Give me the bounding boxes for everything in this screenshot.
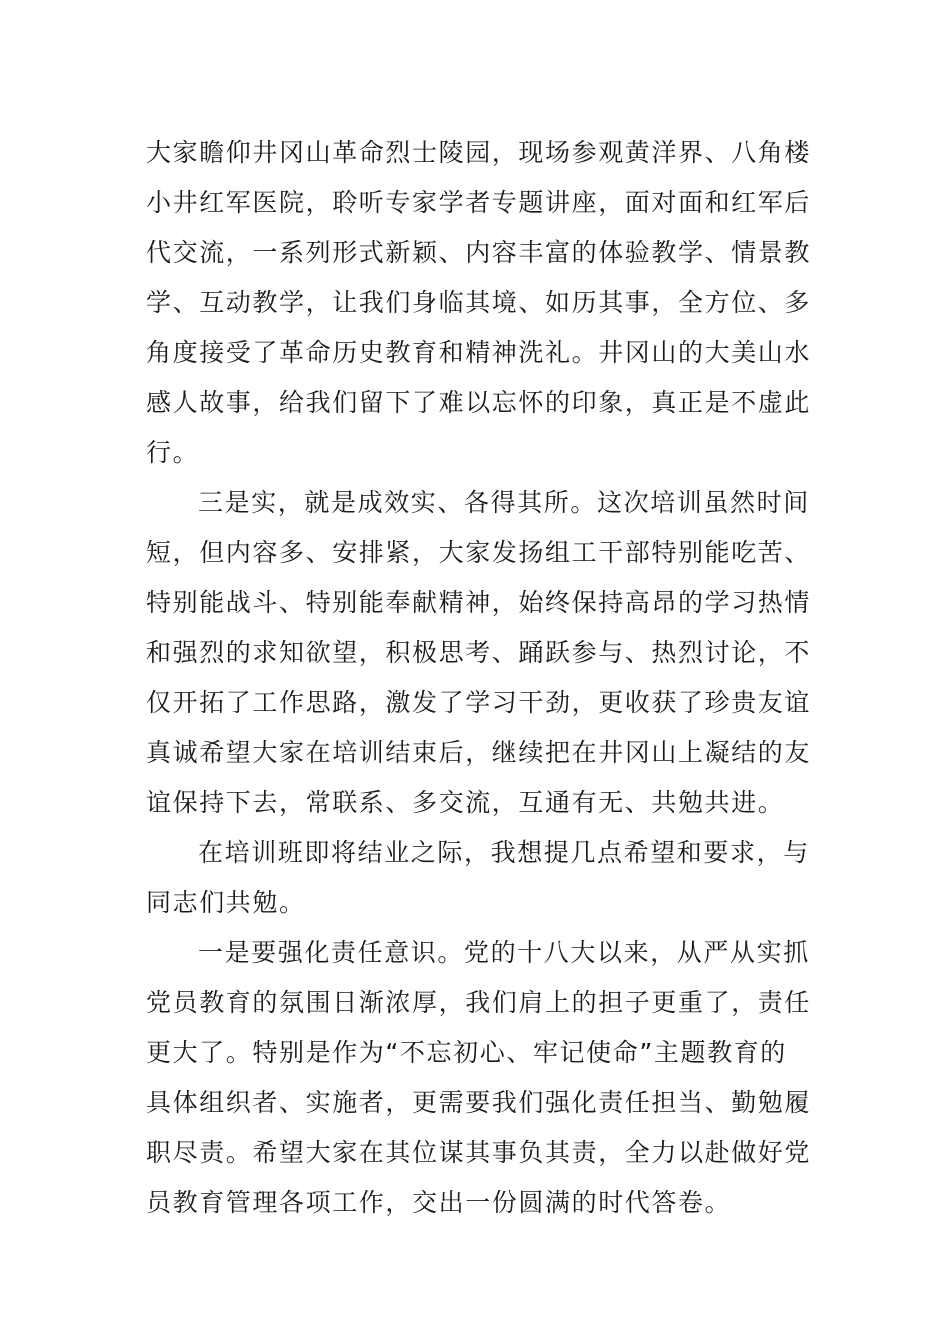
- text-line: 学、互动教学，让我们身临其境、如历其事，全方位、多: [146, 288, 812, 317]
- text-line: 和强烈的求知欲望，积极思考、踊跃参与、热烈讨论，不: [146, 638, 812, 667]
- text-line: 小井红军医院，聆听专家学者专题讲座，面对面和红军后: [146, 188, 812, 217]
- text-line: 角度接受了革命历史教育和精神洗礼。井冈山的大美山水: [146, 338, 812, 367]
- text-line: 仅开拓了工作思路，激发了学习干劲，更收获了珍贵友谊: [146, 688, 812, 717]
- body-text: [146, 128, 816, 1228]
- text-line: 更大了。特别是作为“不忘初心、牢记使命”主题教育的: [146, 1038, 787, 1067]
- text-line: 具体组织者、实施者，更需要我们强化责任担当、勤勉履: [146, 1088, 812, 1117]
- text-line: 感人故事，给我们留下了难以忘怀的印象，真正是不虚此: [146, 388, 812, 417]
- text-line: 特别能战斗、特别能奉献精神，始终保持高昂的学习热情: [146, 588, 812, 617]
- text-line: 谊保持下去，常联系、多交流，互通有无、共勉共进。: [146, 788, 785, 817]
- text-line: 同志们共勉。: [146, 888, 306, 917]
- text-line: 短，但内容多、安排紧，大家发扬组工干部特别能吃苦、: [146, 538, 812, 567]
- text-line: 党员教育的氛围日渐浓厚，我们肩上的担子更重了，责任: [146, 988, 812, 1017]
- paragraph-first-line: 在培训班即将结业之际，我想提几点希望和要求，与: [198, 838, 810, 867]
- text-line: 大家瞻仰井冈山革命烈士陵园，现场参观黄洋界、八角楼: [146, 138, 812, 167]
- text-line: 行。: [146, 438, 200, 467]
- paragraph-first-line: 一是要强化责任意识。党的十八大以来，从严从实抓: [198, 938, 810, 967]
- text-line: 职尽责。希望大家在其位谋其事负其责，全力以赴做好党: [146, 1138, 812, 1167]
- text-line: 员教育管理各项工作，交出一份圆满的时代答卷。: [146, 1188, 732, 1217]
- text-line: 代交流，一系列形式新颖、内容丰富的体验教学、情景教: [146, 238, 812, 267]
- text-line: 真诚希望大家在培训结束后，继续把在井冈山上凝结的友: [146, 738, 812, 767]
- paragraph-first-line: 三是实，就是成效实、各得其所。这次培训虽然时间: [198, 488, 810, 517]
